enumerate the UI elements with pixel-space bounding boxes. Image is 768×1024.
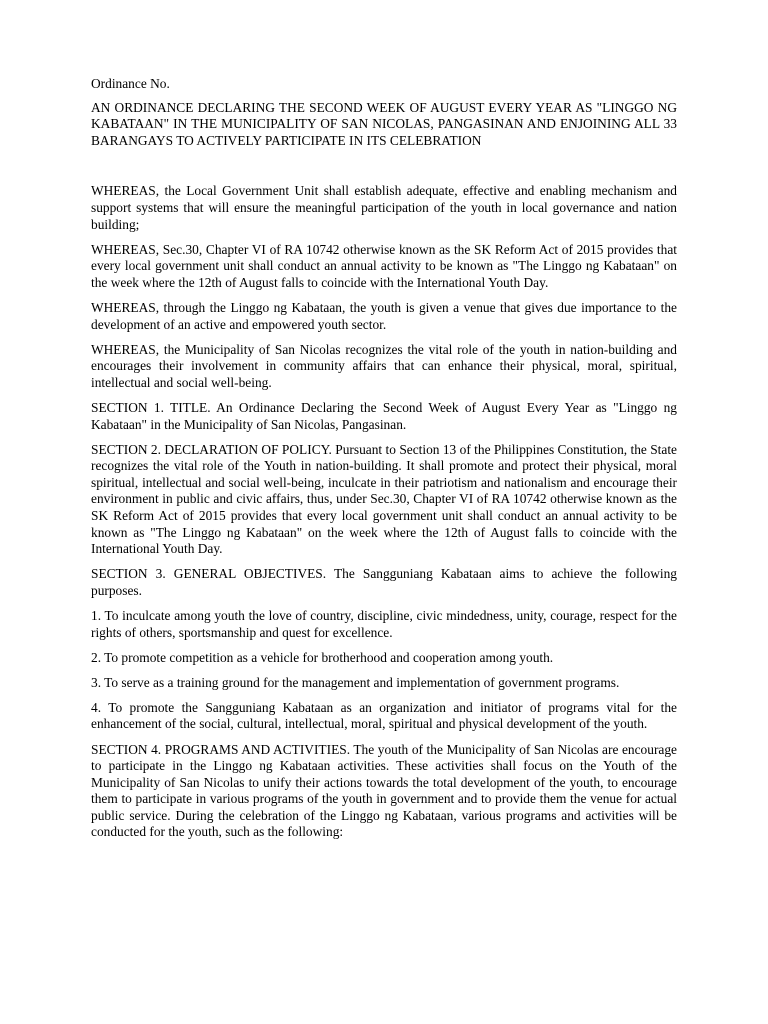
section-4-programs-and-activities: SECTION 4. PROGRAMS AND ACTIVITIES. The youth of the Municipality of San Nicolas are encourage to participate in the Linggo ng Kabataan activities. These activities shall focus on the Youth of the Municipality of San Nicolas to unify their actions towards the total development of the youth, to encourage them to participate in various programs of the youth in government and to provide them the venue for actual public service. During the celebration of the Linggo ng Kabataan, various programs and activities will be conducted for the youth, such as the following:: [91, 741, 677, 840]
section-1-title: SECTION 1. TITLE. An Ordinance Declaring the Second Week of August Every Year as "Linggo ng Kabataan" in the Municipality of San Nicolas, Pangasinan.: [91, 399, 677, 432]
objective-item-4: 4. To promote the Sangguniang Kabataan as an organization and initiator of programs vital for the enhancement of the social, cultural, intellectual, moral, spiritual and physical development of the youth.: [91, 699, 677, 732]
whereas-clause-3: WHEREAS, through the Linggo ng Kabataan, the youth is given a venue that gives due importance to the development of an active and empowered youth sector.: [91, 299, 677, 332]
document-page: [91, 76, 677, 850]
objective-item-2: 2. To promote competition as a vehicle for brotherhood and cooperation among youth.: [91, 649, 554, 665]
ordinance-number: Ordinance No.: [91, 76, 170, 91]
section-2-declaration-of-policy: SECTION 2. DECLARATION OF POLICY. Pursuant to Section 13 of the Philippines Constitution, the State recognizes the vital role of the Youth in nation-building. It shall promote and protect their physical, moral spiritual, intellectual and social well-being, inculcate in their patriotism and nationalism and encourage their environment in public and civic affairs, thus, under Sec.30, Chapter VI of RA 10742 otherwise known as the SK Reform Act of 2015 provides that every local government unit shall conduct an annual activity to be known as "The Linggo ng Kabataan" on the week where the 12th of August falls to coincide with the International Youth Day.: [91, 441, 677, 557]
whereas-clause-4: WHEREAS, the Municipality of San Nicolas recognizes the vital role of the youth in nation-building and encourages their involvement in community affairs that can enhance their physical, moral, spiritual, intellectual and social well-being.: [91, 341, 677, 390]
objective-item-1: 1. To inculcate among youth the love of country, discipline, civic mindedness, unity, courage, respect for the rights of others, sportsmanship and quest for excellence.: [91, 607, 677, 640]
section-3-general-objectives: SECTION 3. GENERAL OBJECTIVES. The Sangguniang Kabataan aims to achieve the following purposes.: [91, 566, 677, 598]
ordinance-title: AN ORDINANCE DECLARING THE SECOND WEEK OF AUGUST EVERY YEAR AS "LINGGO NG KABATAAN" IN THE MUNICIPALITY OF SAN NICOLAS, PANGASINAN AND ENJOINING ALL 33 BARANGAYS TO ACTIVELY PARTICIPATE IN ITS CELEBRATION: [91, 99, 677, 148]
whereas-clause-1: WHEREAS, the Local Government Unit shall establish adequate, effective and enabling mechanism and support systems that will ensure the meaningful participation of the youth in local governance and nation building;: [91, 183, 677, 232]
whereas-clause-2: WHEREAS, Sec.30, Chapter VI of RA 10742 otherwise known as the SK Reform Act of 2015 provides that every local government unit shall conduct an annual activity to be known as "The Linggo ng Kabataan" on the week where the 12th of August falls to coincide with the International Youth Day.: [91, 241, 677, 290]
objective-item-3: 3. To serve as a training ground for the management and implementation of government programs.: [91, 674, 620, 690]
title-spacer: [91, 149, 677, 183]
